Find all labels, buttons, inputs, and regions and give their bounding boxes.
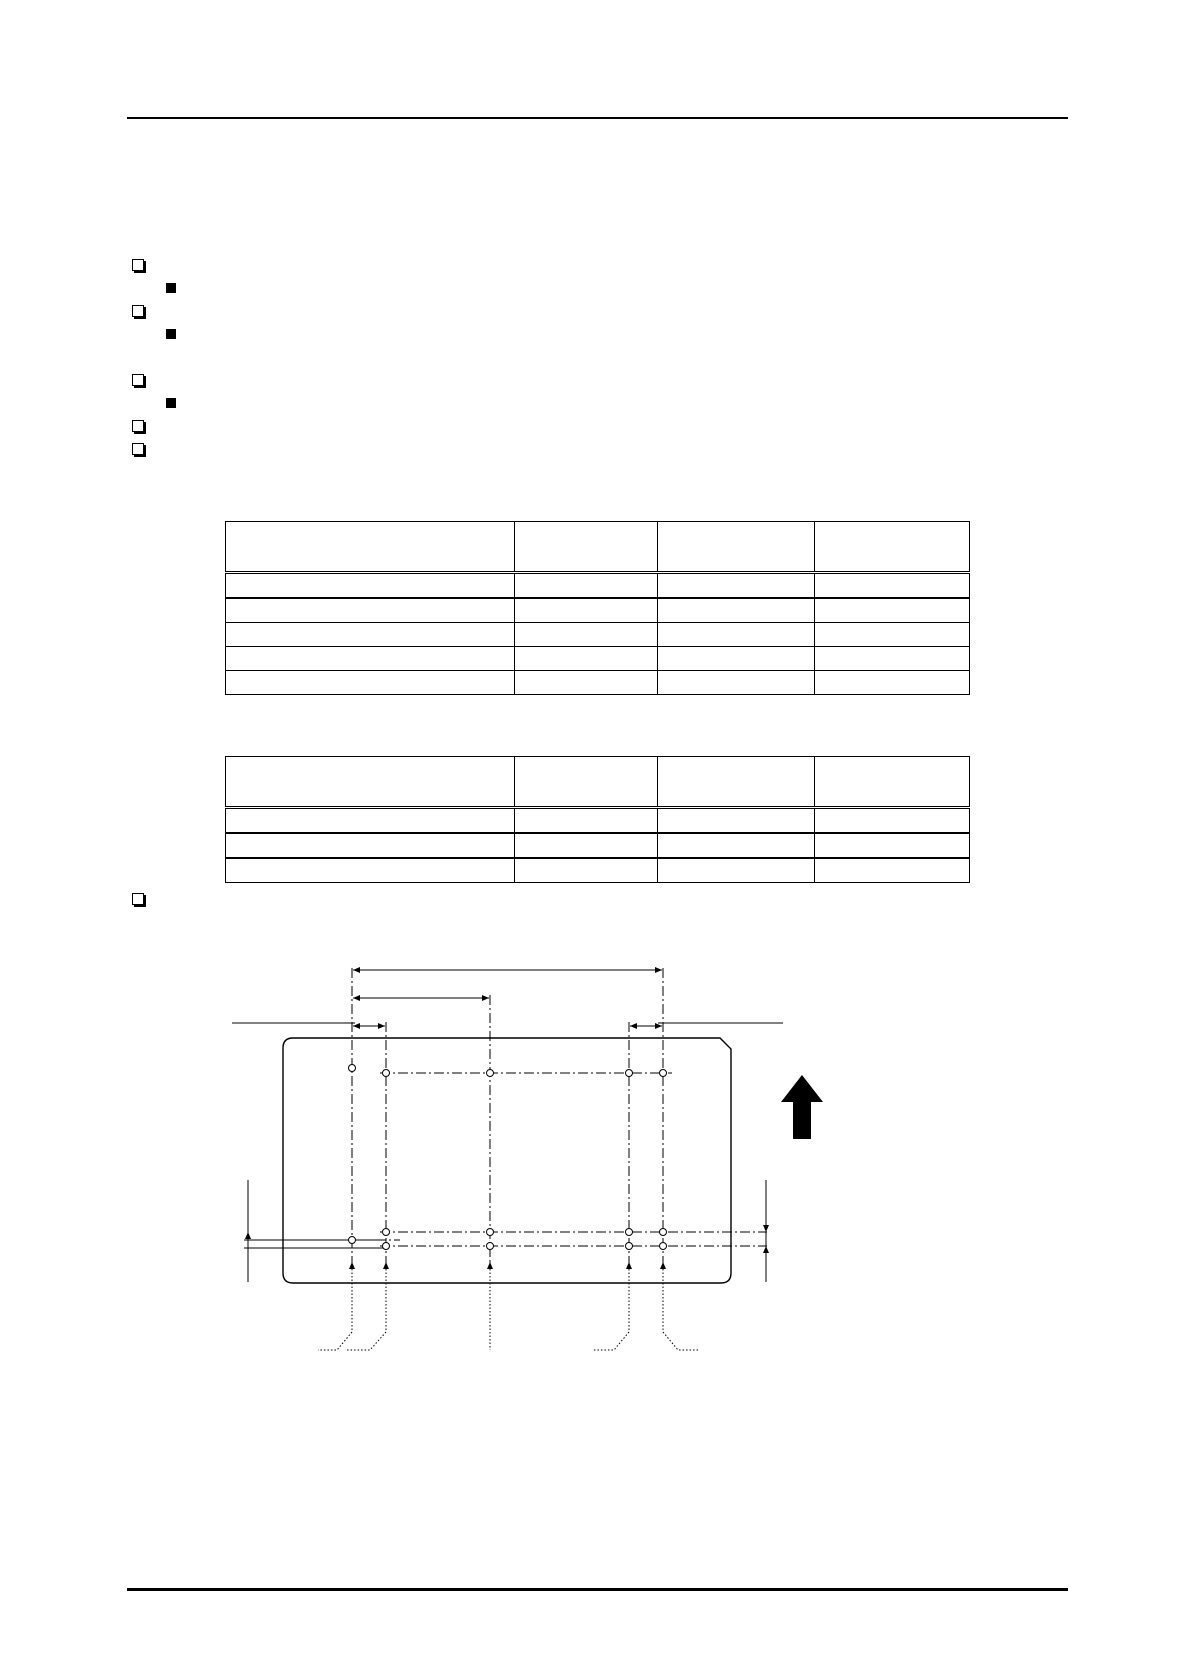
top-dimension-lines bbox=[353, 970, 662, 1026]
leader-lines bbox=[318, 1262, 700, 1350]
side-dimension-lines bbox=[244, 1180, 766, 1282]
horizontal-center-lines bbox=[340, 1073, 767, 1246]
hole-markers bbox=[349, 1065, 667, 1250]
footer-rule bbox=[127, 1588, 1068, 1591]
vertical-center-lines bbox=[352, 968, 663, 1270]
up-arrow-icon bbox=[781, 1075, 823, 1139]
